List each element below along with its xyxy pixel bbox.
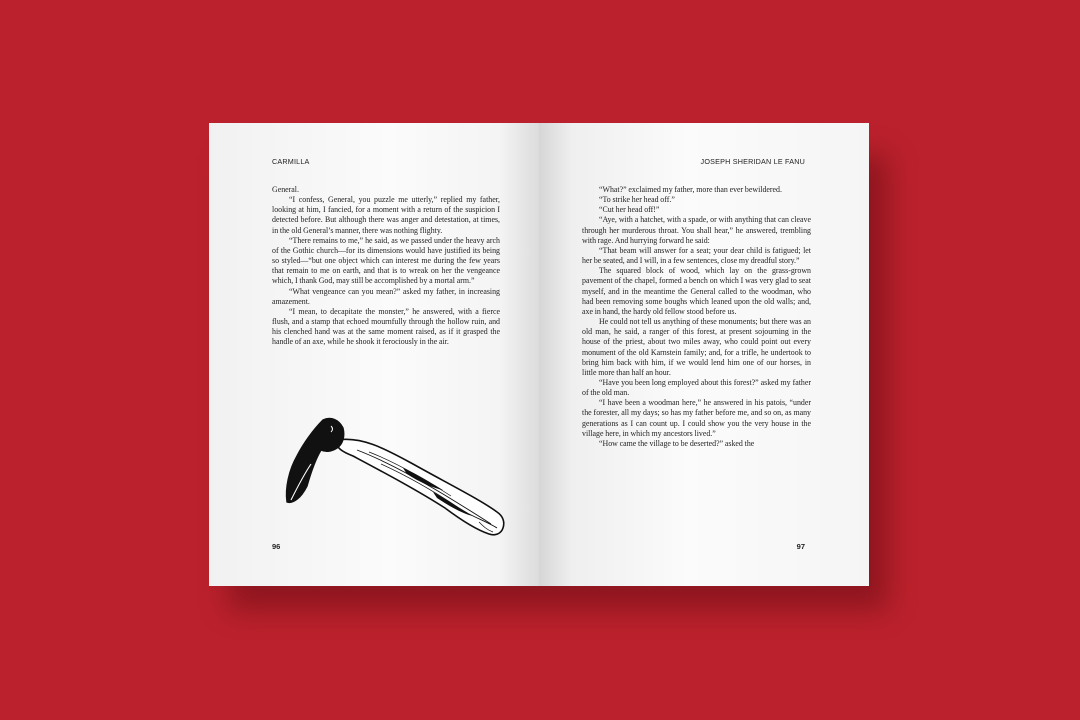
running-head-right: JOSEPH SHERIDAN LE FANU (700, 157, 805, 166)
right-page (539, 123, 869, 586)
axe-handle (337, 439, 504, 534)
paragraph: “I have been a woodman here,” he answered in his patois, “under the forester, all my days; so has my father before me, and so on, as many generations as I can count up. I could show you the very house in the village here, in which my ancestors lived.” (582, 398, 811, 438)
paragraph: “How came the village to be deserted?” asked the (599, 438, 755, 448)
paragraph: “There remains to me,” he said, as we passed under the heavy arch of the Gothic church—for its dimensions would have justified its being so styled—“but one object which can interest me during the few years that remain to me on earth, and that is to wreak on her the vengeance which, I thank God, may still be accomplished by a mortal arm.” (272, 235, 500, 286)
paragraph: “What?” exclaimed my father, more than ever bewildered. (599, 185, 782, 194)
paragraph: “To strike her head off.” (599, 195, 675, 205)
paragraph: The squared block of wood, which lay on the grass-grown pavement of the chapel, formed a bench on which I was very glad to seat myself, and in the meantime the General called to the woodman, who had been removing some boughs which leaned upon the old walls; and, axe in hand, the hardy old fellow stood before us. (582, 266, 811, 316)
axe-head (286, 418, 343, 502)
paragraph: “Cut her head off!” (599, 205, 660, 215)
paragraph: “Aye, with a hatchet, with a spade, or with anything that can cleave through her murderous throat. You shall hear,” he answered, trembling with rage. And hurrying forward he said: (582, 215, 811, 245)
open-book (209, 123, 869, 586)
left-page-text (272, 185, 500, 348)
right-page-text (582, 185, 811, 449)
paragraph: General. (272, 185, 299, 194)
page-number-right: 97 (796, 542, 805, 551)
paragraph: “That beam will answer for a seat; your dear child is fatigued; let her be seated, and I will, in a few sentences, close my dreadful story.” (582, 245, 811, 266)
left-page (209, 123, 539, 586)
paragraph: “What vengeance can you mean?” asked my father, in increasing amazement. (272, 286, 500, 306)
axe-illustration (283, 416, 523, 538)
paragraph: He could not tell us anything of these monuments; but there was an old man, he said, a ranger of this forest, at present sojourning in the house of the priest, about two miles away, who could point out every monument of the old Karnstein family; and, for a trifle, he undertook to bring him back with him, if we would lend him one of our horses, in little more than half an hour. (582, 317, 811, 377)
paragraph: “I confess, General, you puzzle me utterly,” replied my father, looking at him, I fancied, for a moment with a return of the suspicion I detected before. But although there was anger and detestation, at times, in the old General’s manner, there was nothing flighty. (272, 195, 500, 235)
page-number-left: 96 (272, 542, 281, 551)
paragraph: “I mean, to decapitate the monster,” he answered, with a fierce flush, and a stamp that echoed mournfully through the hollow ruin, and his clenched hand was at the same moment raised, as if it grasped the handle of an axe, while he shook it ferociously in the air. (272, 306, 500, 347)
running-head-left: CARMILLA (272, 157, 310, 166)
paragraph: “Have you been long employed about this forest?” asked my father of the old man. (582, 377, 811, 398)
